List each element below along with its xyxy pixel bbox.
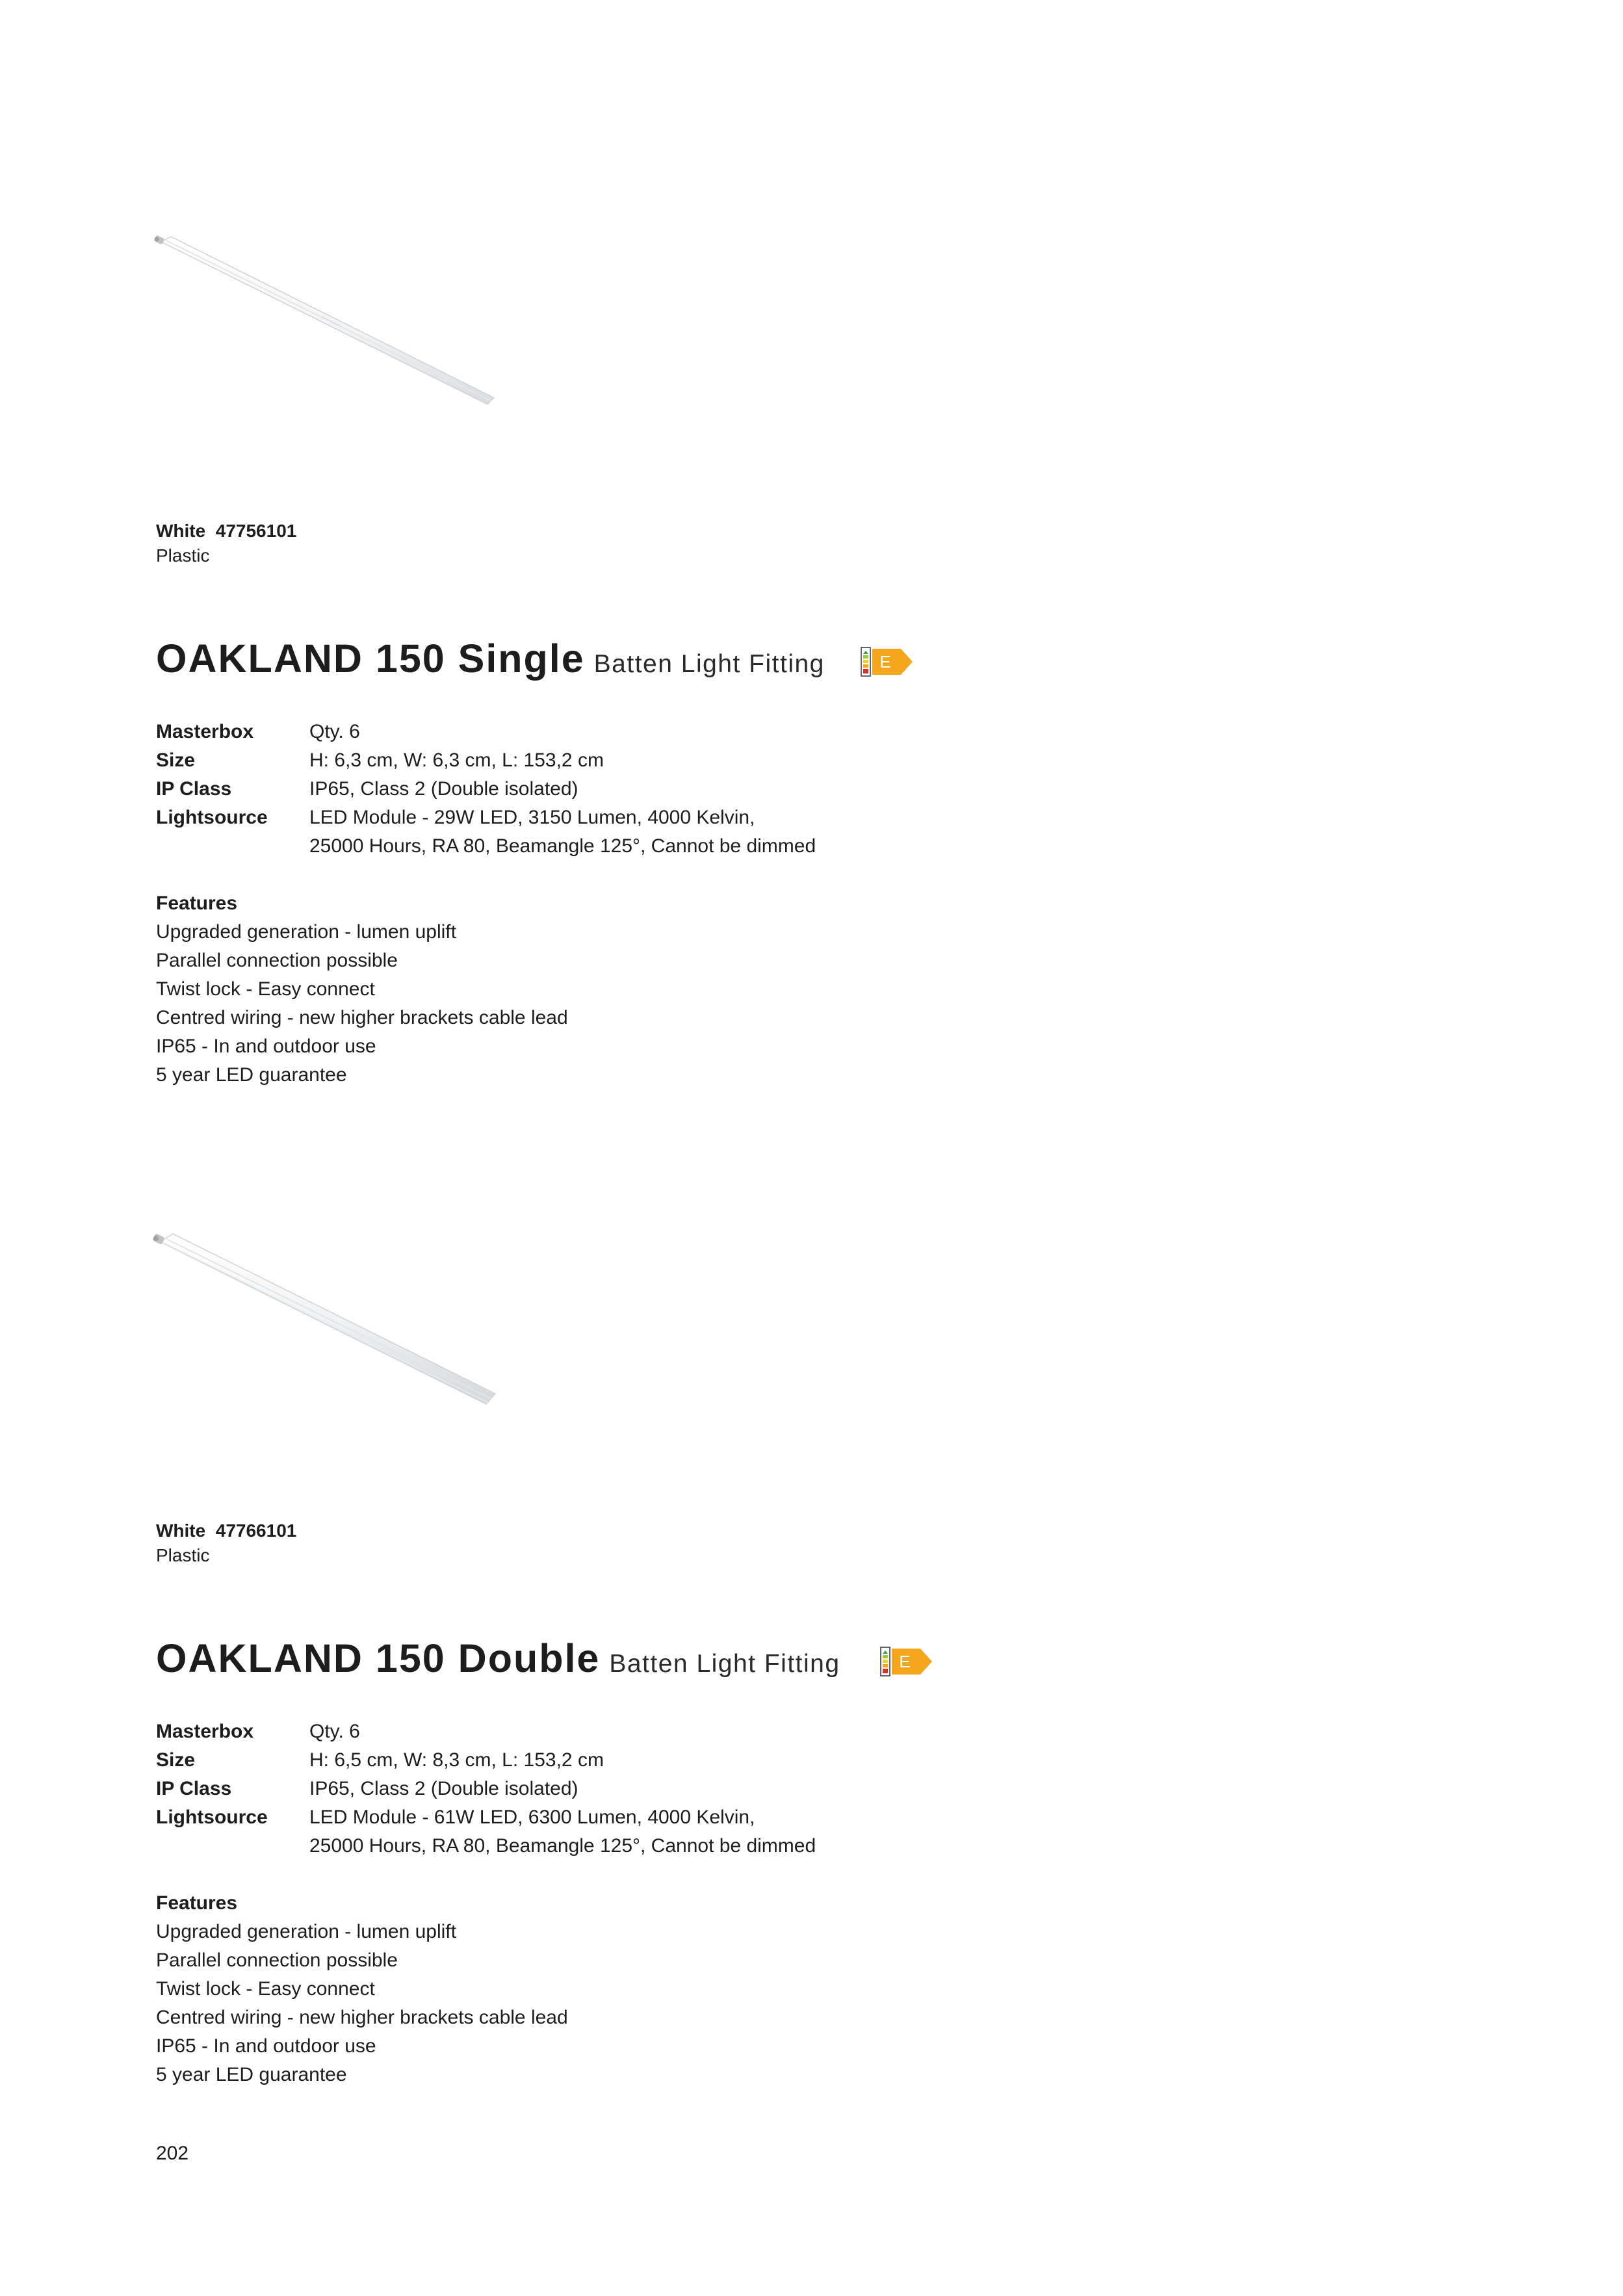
spec-label: Size <box>156 750 196 771</box>
energy-class: E <box>879 652 891 672</box>
variant-color-code: White 47766101 <box>156 1520 297 1541</box>
spec-row-size <box>156 746 816 775</box>
spec-row-masterbox <box>156 718 816 746</box>
feature-item: Centred wiring - new higher brackets cable lead <box>156 2007 568 2028</box>
page-number: 202 <box>156 2143 189 2164</box>
product-variant <box>156 519 296 568</box>
variant-color-code: White 47756101 <box>156 521 297 541</box>
feature-item: 5 year LED guarantee <box>156 1064 347 1086</box>
feature-item: IP65 - In and outdoor use <box>156 1036 376 1057</box>
product-title: OAKLAND 150 Double <box>156 1636 601 1680</box>
feature-item: Twist lock - Easy connect <box>156 978 375 1000</box>
feature-item: Twist lock - Easy connect <box>156 1978 375 2000</box>
feature-item: IP65 - In and outdoor use <box>156 2035 376 2057</box>
spec-label: Lightsource <box>156 807 268 828</box>
spec-label: Masterbox <box>156 721 254 742</box>
product-variant <box>156 1519 296 1568</box>
feature-item: Parallel connection possible <box>156 1950 398 1971</box>
product-image-single <box>149 228 500 410</box>
spec-row-lightsource <box>156 803 816 861</box>
product-subtitle: Batten Light Fitting <box>609 1650 840 1678</box>
spec-value: IP65, Class 2 (Double isolated) <box>309 778 578 800</box>
energy-class: E <box>899 1652 911 1671</box>
variant-material: Plastic <box>156 1545 210 1565</box>
features-heading: Features <box>156 1892 238 1914</box>
feature-item: 5 year LED guarantee <box>156 2064 347 2085</box>
features-heading: Features <box>156 893 238 914</box>
energy-label-icon <box>861 646 915 679</box>
spec-value: IP65, Class 2 (Double isolated) <box>309 1778 578 1799</box>
feature-item: Upgraded generation - lumen uplift <box>156 1921 456 1942</box>
spec-table <box>156 1717 816 1860</box>
feature-item: Upgraded generation - lumen uplift <box>156 921 456 943</box>
spec-row-masterbox <box>156 1717 816 1746</box>
spec-row-lightsource <box>156 1803 816 1860</box>
product-subtitle: Batten Light Fitting <box>593 650 825 678</box>
spec-value: LED Module - 61W LED, 6300 Lumen, 4000 Kelvin, 25000 Hours, RA 80, Beamangle 125°, Cannot be dimmed <box>309 1807 816 1857</box>
spec-label: Size <box>156 1749 196 1771</box>
energy-label-icon <box>880 1646 935 1678</box>
spec-label: Lightsource <box>156 1807 268 1828</box>
spec-row-ip-class <box>156 1775 816 1803</box>
feature-item: Parallel connection possible <box>156 950 398 971</box>
feature-item: Centred wiring - new higher brackets cable lead <box>156 1007 568 1028</box>
spec-value: H: 6,3 cm, W: 6,3 cm, L: 153,2 cm <box>309 750 604 771</box>
spec-row-size <box>156 1746 816 1775</box>
product-heading <box>156 1636 840 1681</box>
product-title: OAKLAND 150 Single <box>156 636 585 681</box>
features-list <box>156 1889 568 2089</box>
spec-label: IP Class <box>156 778 232 800</box>
spec-row-ip-class <box>156 775 816 803</box>
spec-label: Masterbox <box>156 1721 254 1742</box>
spec-table <box>156 718 816 861</box>
features-list <box>156 889 568 1089</box>
spec-value: LED Module - 29W LED, 3150 Lumen, 4000 Kelvin, 25000 Hours, RA 80, Beamangle 125°, Cannot be dimmed <box>309 807 816 857</box>
product-image-double <box>149 1226 500 1408</box>
variant-material: Plastic <box>156 545 210 566</box>
spec-label: IP Class <box>156 1778 232 1799</box>
spec-value: Qty. 6 <box>309 1721 360 1742</box>
product-heading <box>156 636 825 681</box>
spec-value: Qty. 6 <box>309 721 360 742</box>
spec-value: H: 6,5 cm, W: 8,3 cm, L: 153,2 cm <box>309 1749 604 1771</box>
